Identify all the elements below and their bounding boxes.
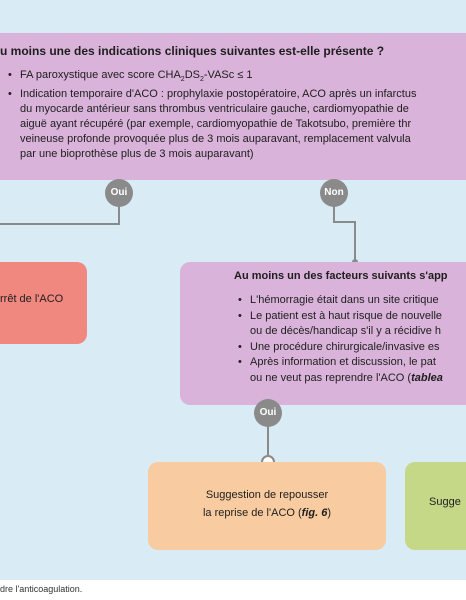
factor-list <box>238 293 443 386</box>
line: par une bioprothèse plus de 3 mois auparavant) <box>20 148 254 161</box>
connector-non-branch <box>334 205 355 262</box>
resume-text: Sugge <box>429 496 461 508</box>
list-item <box>238 340 443 356</box>
postpone-line-2 <box>148 507 386 519</box>
list-item <box>238 355 443 386</box>
list-item <box>238 293 443 309</box>
line: Une procédure chirurgicale/invasive es <box>250 340 440 353</box>
list-item <box>238 309 443 340</box>
caption-footer: dre l'anticoagulation. <box>0 584 83 594</box>
question-box-risk-factors <box>180 262 466 405</box>
postpone-resumption-box <box>148 462 386 550</box>
line: • Après information et discussion, le pat <box>250 356 436 368</box>
question-text: u moins une des indications cliniques suivantes est-elle présente ? <box>0 44 385 58</box>
badge-oui-2: Oui <box>254 399 282 427</box>
score-prefix: FA paroxystique avec score CHA <box>20 69 181 81</box>
question-text: Au moins un des facteurs suivants s'app <box>234 270 448 282</box>
postpone-line-1: Suggestion de repousser <box>205 489 329 501</box>
badge-non: Non <box>320 179 348 207</box>
figure-reference: fig. 6 <box>301 507 328 519</box>
stop-text: rrêt de l'ACO <box>0 293 64 305</box>
line: aiguë ayant récupéré (par exemple, cardiomyopathie de Takotsubo, première thr <box>20 118 412 131</box>
subscript: 2 <box>199 76 204 84</box>
line: L'hémorragie était dans un site critique <box>250 294 439 306</box>
line: • Le patient est à haut risque de nouvelle <box>250 309 443 322</box>
line: ou ne veut pas reprendre l'ACO ( <box>250 371 412 384</box>
score-suffix: -VASc ≤ 1 <box>203 69 253 81</box>
question-box-clinical-indications <box>0 33 466 180</box>
line: du myocarde antérieur sans thrombus ventriculaire gauche, cardiomyopathie de <box>20 103 409 116</box>
table-reference: tablea <box>411 371 443 384</box>
stop-anticoagulation-box <box>0 262 87 344</box>
subscript: 2 <box>180 76 185 84</box>
connector-oui-branch <box>0 205 119 224</box>
list-item <box>6 68 416 87</box>
list-item <box>6 87 416 162</box>
text: la reprise de l'ACO ( <box>202 507 302 519</box>
line: ou de décès/handicap s'il y a récidive h <box>250 325 442 337</box>
score-mid: DS <box>184 69 200 81</box>
line: veineuse profonde provoquée plus de 3 mois auparavant, remplacement valvula <box>20 133 411 146</box>
badge-oui: Oui <box>105 179 133 207</box>
text: ) <box>327 507 332 519</box>
line: • Indication temporaire d'ACO : prophylaxie postopératoire, ACO après un infarctus <box>20 88 417 101</box>
indication-list <box>6 68 416 162</box>
resume-suggestion-box <box>405 462 466 550</box>
